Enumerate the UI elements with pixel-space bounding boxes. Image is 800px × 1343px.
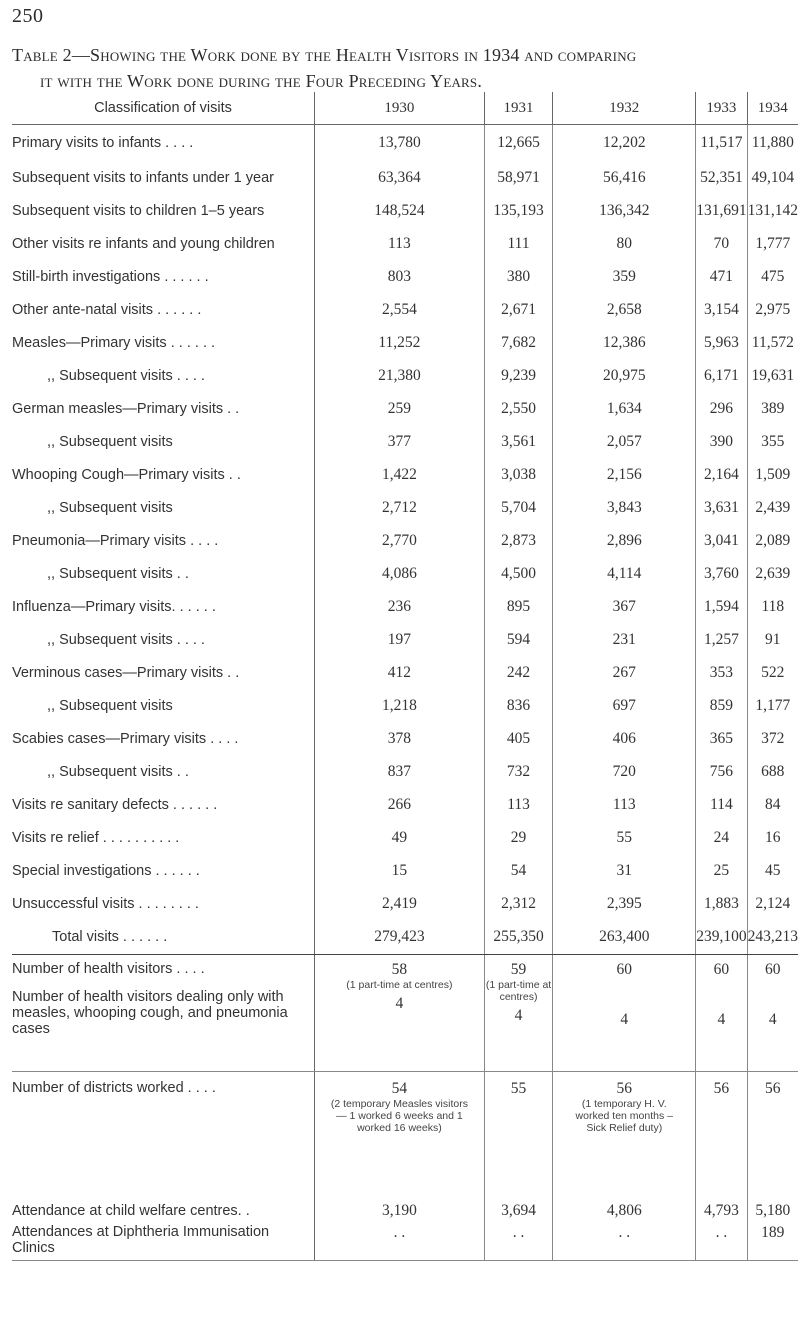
cell-value: 63,364 [315, 161, 485, 194]
cell-value: 45 [765, 861, 781, 879]
table-row [12, 458, 798, 491]
cell-value: 111 [484, 227, 553, 260]
health-visitors-value: 60 [713, 961, 730, 978]
special-visitors-value: 4 [514, 1007, 523, 1024]
cell-value: 113 [315, 227, 485, 260]
cell-value: 2,089 [755, 531, 791, 549]
health-visitors-value: 60 [765, 961, 781, 978]
row-label: Primary visits to infants . . . . [12, 125, 315, 162]
row-label: ,, Subsequent visits [12, 689, 315, 722]
cell-value: 24 [696, 821, 747, 854]
cell-value: 56,416 [553, 161, 696, 194]
cell-value: 80 [553, 227, 696, 260]
cell-value: 720 [553, 755, 696, 788]
cell-value: 266 [315, 788, 485, 821]
row-label: Subsequent visits to children 1–5 years [12, 194, 315, 227]
cell-value: 389 [761, 399, 785, 417]
cell-value: 1,257 [696, 623, 747, 656]
cell-value: 836 [484, 689, 553, 722]
row-label: Visits re sanitary defects . . . . . . [12, 788, 315, 821]
table-row [12, 623, 798, 656]
page-number: 250 [12, 5, 44, 27]
row-label: Whooping Cough—Primary visits . . [12, 458, 315, 491]
row-label: German measles—Primary visits . . [12, 392, 315, 425]
attendance-value: 3,694 [484, 1198, 553, 1224]
cell-value: 19,631 [751, 366, 795, 384]
cell-value: 11,880 [751, 134, 794, 151]
table-row [12, 260, 798, 293]
table-row [12, 887, 798, 920]
cell-value: 11,252 [315, 326, 485, 359]
total-label: Total visits . . . . . . [12, 920, 315, 955]
cell-value: 359 [553, 260, 696, 293]
attendance-value: 4,793 [696, 1198, 747, 1224]
cell-value: 12,386 [553, 326, 696, 359]
row-label: Other visits re infants and young children [12, 227, 315, 260]
cell-value: 355 [761, 432, 785, 450]
row-label: Other ante-natal visits . . . . . . [12, 293, 315, 326]
header-year: 1930 [315, 92, 485, 125]
districts-cell [484, 1072, 553, 1199]
cell-value: 2,712 [315, 491, 485, 524]
diphtheria-value: . . [696, 1224, 747, 1261]
cell-value: 2,671 [484, 293, 553, 326]
row-label: ,, Subsequent visits . . . . [12, 359, 315, 392]
row-label: Pneumonia—Primary visits . . . . [12, 524, 315, 557]
cell-value: 1,594 [696, 590, 747, 623]
districts-note: (2 temporary Measles visitors— 1 worked 6 weeks and 1 worked 16 weeks) [330, 1098, 468, 1134]
health-visitors-note: (1 part-time at centres) [346, 979, 453, 991]
cell-value: 2,156 [553, 458, 696, 491]
cell-value: 11,572 [751, 333, 794, 351]
cell-value: 372 [761, 729, 785, 747]
cell-value: 406 [553, 722, 696, 755]
table-row [12, 656, 798, 689]
cell-value: 2,395 [553, 887, 696, 920]
table-row [12, 491, 798, 524]
table-row [12, 293, 798, 326]
cell-value: 405 [484, 722, 553, 755]
cell-value: 236 [315, 590, 485, 623]
cell-value: 7,682 [484, 326, 553, 359]
header-year: 1934 [747, 92, 798, 125]
table-row [12, 689, 798, 722]
cell-value: 859 [696, 689, 747, 722]
row-label: Measles—Primary visits . . . . . . [12, 326, 315, 359]
cell-value: 1,509 [755, 465, 791, 483]
table-title [12, 42, 800, 94]
cell-value: 5,963 [696, 326, 747, 359]
districts-note: (1 temporary H. V. worked ten months – Sick Relief duty) [575, 1098, 673, 1134]
districts-cell [747, 1072, 798, 1199]
health-visitors-cell [315, 955, 485, 1072]
districts-cell [696, 1072, 747, 1199]
cell-value: 1,634 [553, 392, 696, 425]
health-visitors-value: 59 [510, 961, 527, 978]
cell-value: 732 [484, 755, 553, 788]
cell-value: 756 [696, 755, 747, 788]
cell-value: 837 [315, 755, 485, 788]
attendance-value: 3,190 [315, 1198, 485, 1224]
cell-value: 3,561 [484, 425, 553, 458]
special-visitors-value: 4 [717, 1011, 726, 1028]
cell-value: 242 [484, 656, 553, 689]
cell-value: 231 [553, 623, 696, 656]
attendance-label: Attendance at child welfare centres. . [12, 1198, 315, 1224]
cell-value: 114 [696, 788, 747, 821]
cell-value: 49,104 [751, 168, 795, 186]
diphtheria-value: 189 [747, 1224, 798, 1261]
total-value: 255,350 [484, 920, 553, 955]
districts-value: 56 [765, 1080, 781, 1097]
cell-value: 2,873 [484, 524, 553, 557]
cell-value: 4,500 [484, 557, 553, 590]
row-label: Still-birth investigations . . . . . . [12, 260, 315, 293]
cell-value: 70 [696, 227, 747, 260]
cell-value: 2,554 [315, 293, 485, 326]
cell-value: 29 [484, 821, 553, 854]
cell-value: 895 [484, 590, 553, 623]
cell-value: 2,770 [315, 524, 485, 557]
cell-value: 3,631 [696, 491, 747, 524]
cell-value: 471 [696, 260, 747, 293]
health-visitors-cell [553, 955, 696, 1072]
health-visitors-value: 58 [391, 961, 408, 978]
cell-value: 12,202 [553, 125, 696, 162]
cell-value: 31 [553, 854, 696, 887]
cell-value: 259 [315, 392, 485, 425]
cell-value: 4,114 [553, 557, 696, 590]
table-row [12, 854, 798, 887]
cell-value: 2,975 [755, 300, 791, 318]
health-visitors-value: 60 [616, 961, 633, 978]
header-year: 1933 [696, 92, 747, 125]
cell-value: 197 [315, 623, 485, 656]
row-label: Subsequent visits to infants under 1 year [12, 161, 315, 194]
cell-value: 3,154 [696, 293, 747, 326]
cell-value: 475 [761, 267, 785, 285]
table-row [12, 359, 798, 392]
health-visitors-cell [696, 955, 747, 1072]
table-row [12, 722, 798, 755]
cell-value: 12,665 [484, 125, 553, 162]
attendance-row [12, 1198, 798, 1224]
cell-value: 296 [696, 392, 747, 425]
cell-value: 803 [315, 260, 485, 293]
cell-value: 118 [761, 597, 785, 615]
row-label: Special investigations . . . . . . [12, 854, 315, 887]
cell-value: 378 [315, 722, 485, 755]
cell-value: 2,439 [755, 498, 791, 516]
districts-row [12, 1072, 798, 1199]
cell-value: 135,193 [484, 194, 553, 227]
table-row [12, 194, 798, 227]
cell-value: 3,038 [484, 458, 553, 491]
table-row [12, 557, 798, 590]
row-label: Influenza—Primary visits. . . . . . [12, 590, 315, 623]
header-classification: Classification of visits [12, 92, 315, 125]
cell-value: 2,124 [755, 894, 791, 912]
cell-value: 136,342 [553, 194, 696, 227]
header-year: 1932 [553, 92, 696, 125]
header-year: 1931 [484, 92, 553, 125]
total-value: 263,400 [553, 920, 696, 955]
total-value: 279,423 [315, 920, 485, 955]
cell-value: 13,780 [315, 125, 485, 162]
cell-value: 58,971 [484, 161, 553, 194]
cell-value: 3,843 [553, 491, 696, 524]
cell-value: 25 [696, 854, 747, 887]
row-label: Unsuccessful visits . . . . . . . . [12, 887, 315, 920]
special-visitors-value: 4 [620, 1011, 629, 1028]
cell-value: 688 [761, 762, 785, 780]
cell-value: 55 [553, 821, 696, 854]
row-label: ,, Subsequent visits [12, 425, 315, 458]
table-row [12, 227, 798, 260]
table-row [12, 161, 798, 194]
row-label: ,, Subsequent visits [12, 491, 315, 524]
cell-value: 1,883 [696, 887, 747, 920]
districts-value: 56 [713, 1080, 730, 1097]
cell-value: 412 [315, 656, 485, 689]
diphtheria-row [12, 1224, 798, 1261]
cell-value: 267 [553, 656, 696, 689]
cell-value: 16 [765, 828, 781, 846]
row-label: ,, Subsequent visits . . [12, 557, 315, 590]
cell-value: 113 [553, 788, 696, 821]
special-visitors-value: 4 [768, 1011, 777, 1028]
health-visitors-label-1: Number of health visitors . . . . [12, 961, 205, 977]
cell-value: 21,380 [315, 359, 485, 392]
cell-value: 522 [761, 663, 785, 681]
cell-value: 6,171 [696, 359, 747, 392]
table-title-line-1: Table 2—Showing the Work done by the Health Visitors in 1934 and comparing [12, 45, 637, 65]
cell-value: 148,524 [315, 194, 485, 227]
cell-value: 3,760 [696, 557, 747, 590]
cell-value: 1,777 [755, 234, 791, 252]
row-label: Verminous cases—Primary visits . . [12, 656, 315, 689]
cell-value: 131,142 [747, 201, 798, 219]
table-row [12, 425, 798, 458]
row-label: Visits re relief . . . . . . . . . . [12, 821, 315, 854]
special-visitors-value: 4 [395, 995, 404, 1012]
health-visitors-row [12, 955, 798, 1072]
cell-value: 2,658 [553, 293, 696, 326]
cell-value: 390 [696, 425, 747, 458]
districts-value: 56 [616, 1080, 633, 1097]
cell-value: 9,239 [484, 359, 553, 392]
table-title-line-2: it with the Work done during the Four Preceding Years. [40, 71, 483, 91]
cell-value: 91 [765, 630, 781, 648]
row-label: ,, Subsequent visits . . . . [12, 623, 315, 656]
cell-value: 2,639 [755, 564, 791, 582]
cell-value: 2,550 [484, 392, 553, 425]
health-visitors-label [12, 955, 315, 1072]
table-header-row [12, 92, 798, 125]
table-row [12, 125, 798, 162]
attendance-value: 4,806 [553, 1198, 696, 1224]
districts-cell [553, 1072, 696, 1199]
cell-value: 11,517 [696, 125, 747, 162]
cell-value: 353 [696, 656, 747, 689]
row-label: ,, Subsequent visits . . [12, 755, 315, 788]
table-row [12, 326, 798, 359]
districts-cell [315, 1072, 485, 1199]
diphtheria-value: . . [315, 1224, 485, 1261]
cell-value: 4,086 [315, 557, 485, 590]
districts-label: Number of districts worked . . . . [12, 1072, 315, 1199]
cell-value: 2,312 [484, 887, 553, 920]
table-row [12, 755, 798, 788]
cell-value: 2,164 [696, 458, 747, 491]
health-visitors-cell [484, 955, 553, 1072]
health-visitors-table [12, 92, 798, 1261]
cell-value: 377 [315, 425, 485, 458]
row-label: Scabies cases—Primary visits . . . . [12, 722, 315, 755]
health-visitors-label-2: Number of health visitors dealing only with measles, whooping cough, and pneumonia cases [12, 989, 288, 1037]
attendance-value: 5,180 [755, 1202, 791, 1219]
cell-value: 84 [765, 795, 781, 813]
total-row [12, 920, 798, 955]
cell-value: 367 [553, 590, 696, 623]
total-value: 243,213 [747, 920, 798, 955]
total-value: 239,100 [696, 920, 747, 955]
cell-value: 2,057 [553, 425, 696, 458]
health-visitors-note: (1 part-time at centres) [485, 979, 552, 1003]
cell-value: 3,041 [696, 524, 747, 557]
cell-value: 52,351 [696, 161, 747, 194]
cell-value: 49 [315, 821, 485, 854]
cell-value: 1,218 [315, 689, 485, 722]
cell-value: 380 [484, 260, 553, 293]
cell-value: 20,975 [553, 359, 696, 392]
cell-value: 594 [484, 623, 553, 656]
cell-value: 5,704 [484, 491, 553, 524]
diphtheria-value: . . [484, 1224, 553, 1261]
cell-value: 15 [315, 854, 485, 887]
cell-value: 113 [484, 788, 553, 821]
table-row [12, 392, 798, 425]
table-row [12, 821, 798, 854]
health-visitors-cell [747, 955, 798, 1072]
cell-value: 1,422 [315, 458, 485, 491]
cell-value: 1,177 [755, 696, 791, 714]
districts-value: 55 [510, 1080, 527, 1097]
cell-value: 2,419 [315, 887, 485, 920]
diphtheria-value: . . [553, 1224, 696, 1261]
districts-value: 54 [391, 1080, 408, 1097]
cell-value: 54 [484, 854, 553, 887]
table-row [12, 788, 798, 821]
table-row [12, 590, 798, 623]
cell-value: 697 [553, 689, 696, 722]
cell-value: 131,691 [696, 194, 747, 227]
table-row [12, 524, 798, 557]
cell-value: 2,896 [553, 524, 696, 557]
diphtheria-label: Attendances at Diphtheria Immunisation Clinics [12, 1224, 315, 1261]
cell-value: 365 [696, 722, 747, 755]
